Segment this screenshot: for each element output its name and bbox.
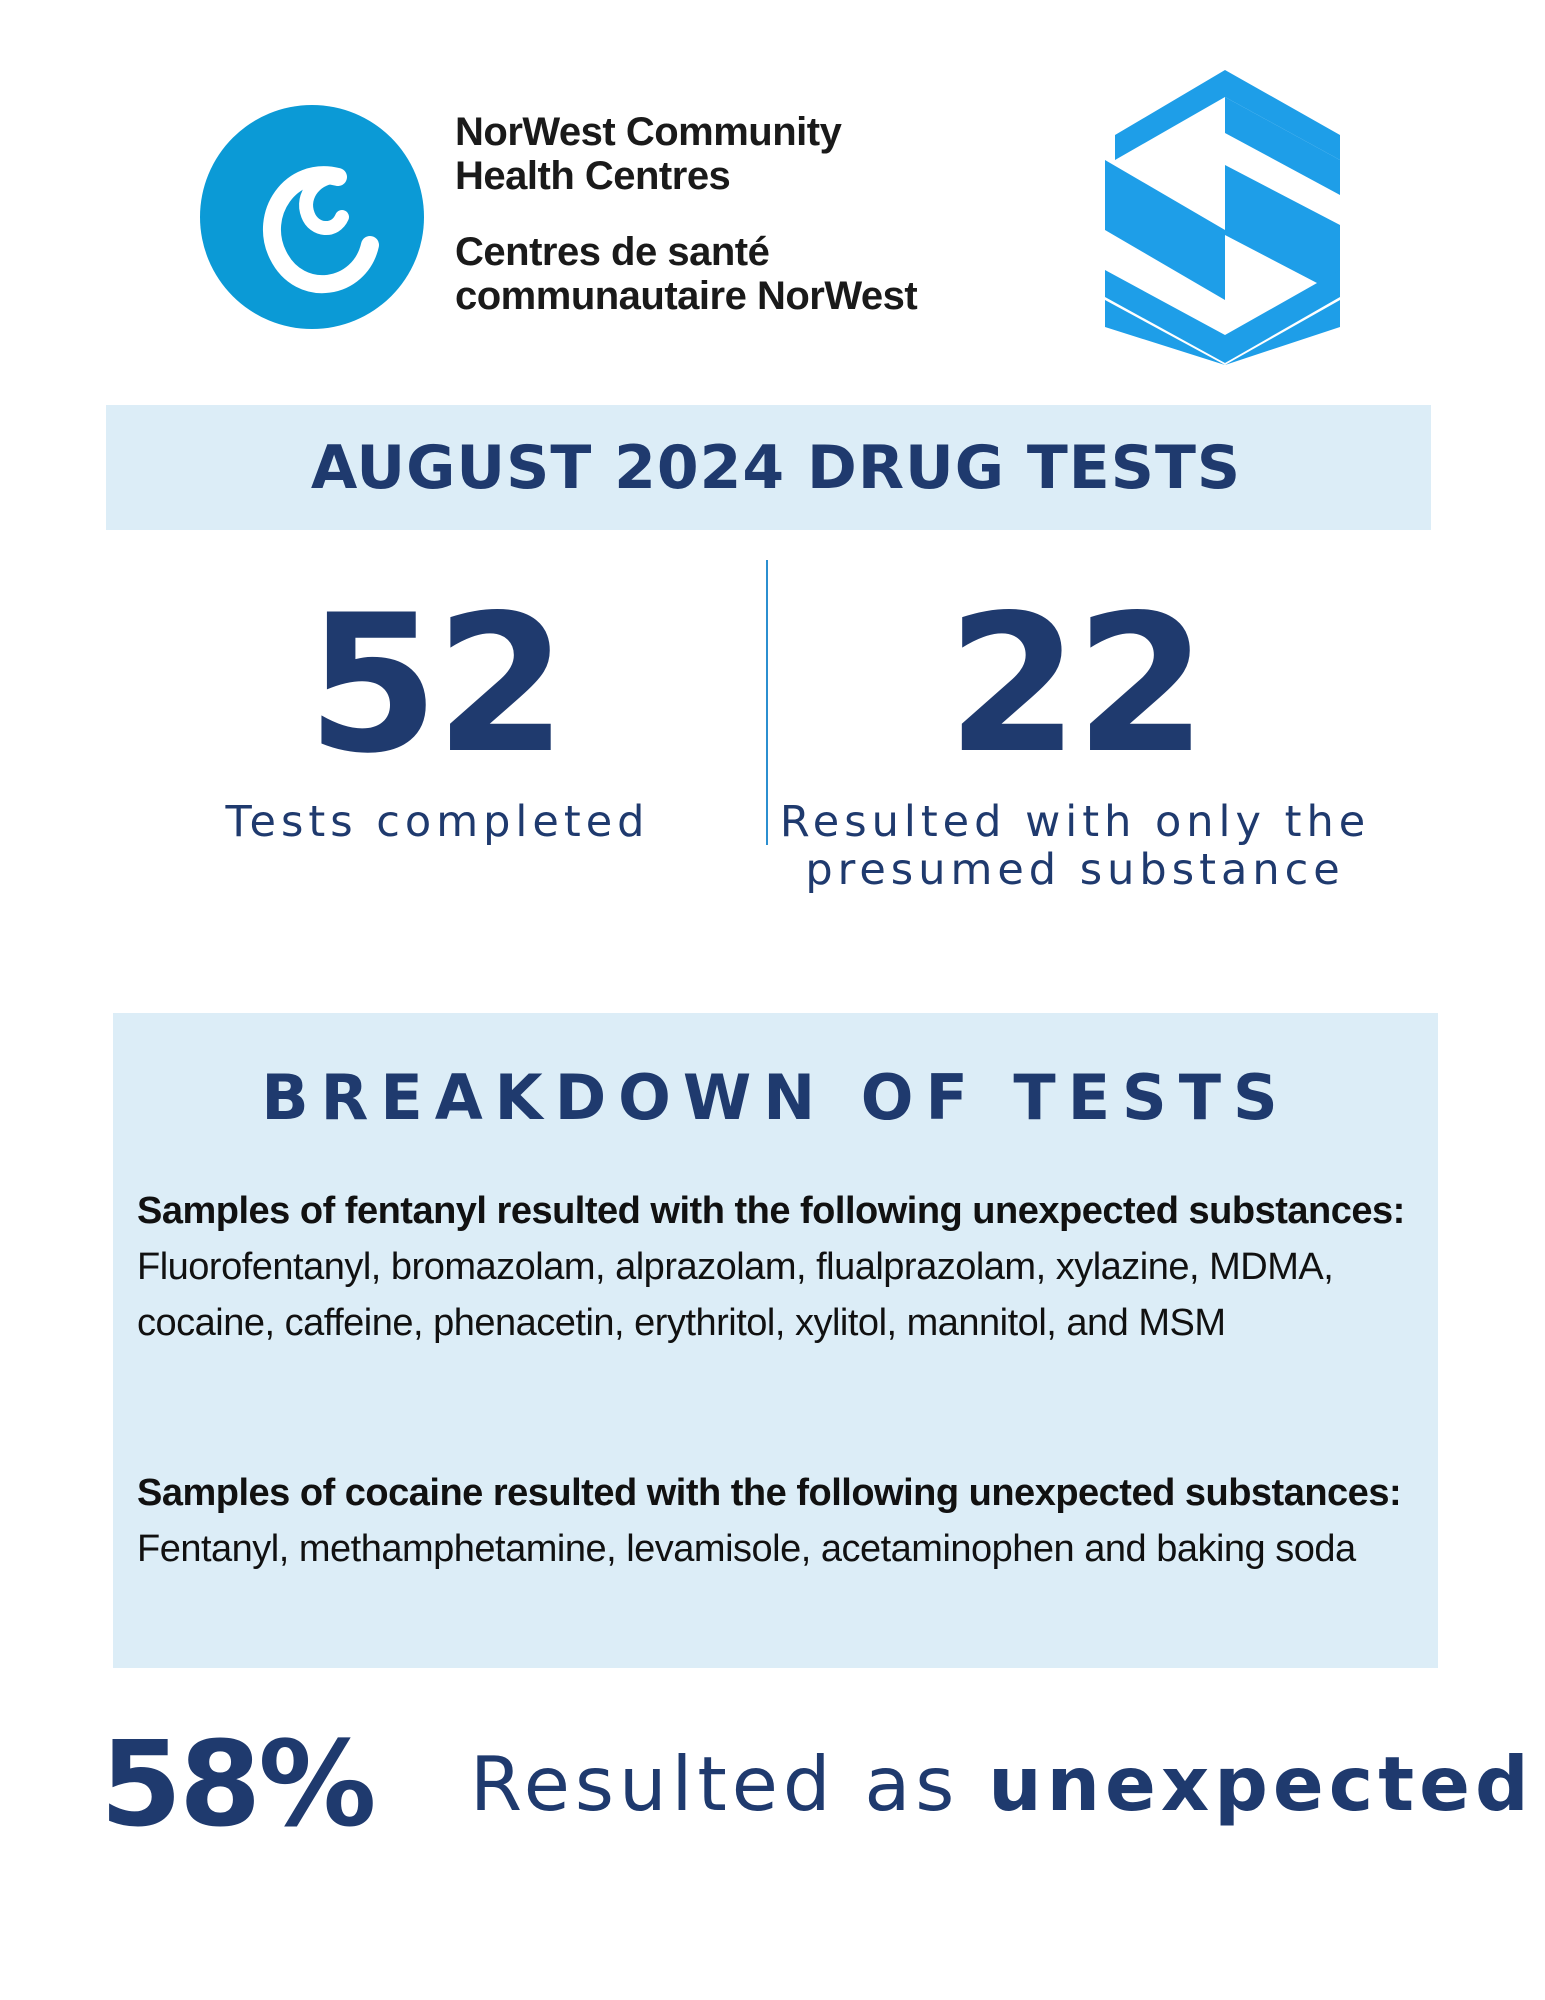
presumed-only-label-line1: Resulted with only the: [779, 797, 1371, 847]
org-name-en-line2: Health Centres: [455, 154, 731, 198]
tests-completed-count: 52: [306, 574, 564, 795]
org-name-fr-line2: communautaire NorWest: [455, 274, 918, 318]
presumed-only-count: 22: [946, 574, 1204, 795]
unexpected-label: [470, 1740, 1534, 1828]
norwest-logo-icon: [200, 105, 425, 330]
unexpected-label-prefix: Resulted as: [470, 1740, 960, 1828]
org-name-english: [455, 110, 841, 198]
cocaine-heading: Samples of cocaine resulted with the following unexpected substances:: [137, 1472, 1402, 1514]
presumed-only-label-line2: presumed substance: [805, 845, 1345, 895]
fentanyl-heading: Samples of fentanyl resulted with the following unexpected substances:: [137, 1190, 1405, 1232]
title-banner: [106, 405, 1431, 530]
breakdown-panel: [113, 1013, 1438, 1668]
s-shape-logo-icon: [1095, 65, 1345, 370]
page-title: AUGUST 2024 DRUG TESTS: [310, 432, 1242, 503]
unexpected-label-emphasis: unexpected: [988, 1740, 1534, 1828]
org-name-fr-line1: Centres de santé: [455, 230, 770, 274]
fentanyl-breakdown: [137, 1183, 1427, 1351]
unexpected-percentage: 58%: [100, 1715, 374, 1853]
cocaine-substances: Fentanyl, methamphetamine, levamisole, acetaminophen and baking soda: [137, 1528, 1356, 1570]
org-name-en-line1: NorWest Community: [455, 110, 842, 154]
fentanyl-substances: Fluorofentanyl, bromazolam, alprazolam, flualprazolam, xylazine, MDMA, cocaine, caffeine, phenacetin, erythritol, xylitol, mannitol, and MSM: [137, 1246, 1334, 1344]
breakdown-title: BREAKDOWN OF TESTS: [261, 1061, 1290, 1134]
tests-completed-label: Tests completed: [225, 797, 650, 847]
org-name-french: [455, 230, 917, 318]
cocaine-breakdown: [137, 1465, 1427, 1577]
stats-divider: [766, 560, 768, 845]
presumed-only-label: [775, 798, 1375, 894]
